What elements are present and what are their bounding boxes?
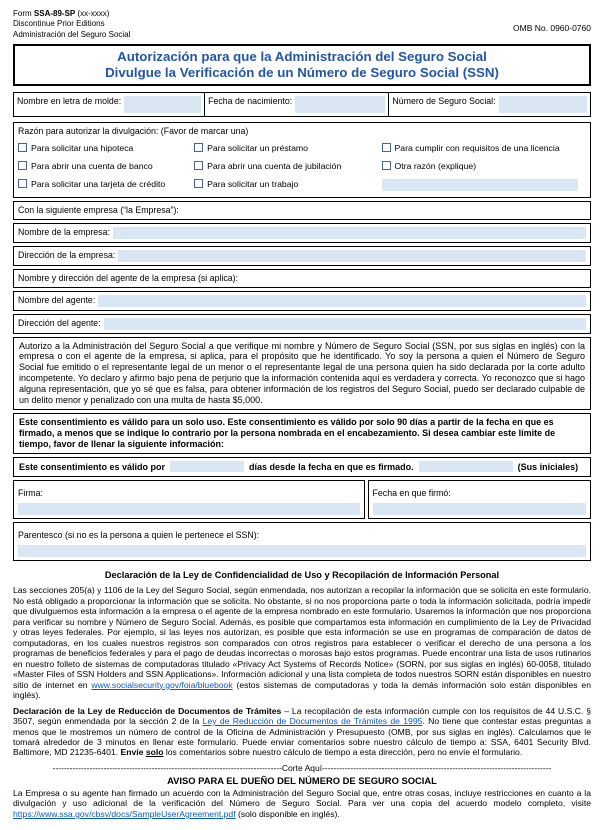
- signature-cell: [13, 480, 365, 519]
- reason-option-hipoteca[interactable]: [18, 143, 194, 153]
- discontinue-line: Discontinue Prior Editions: [13, 19, 105, 29]
- reason-option-label: Otra razón (explique): [394, 160, 477, 171]
- company-address-input[interactable]: [118, 250, 586, 262]
- agent-address-row: [13, 314, 591, 334]
- reason-option-jubilacion[interactable]: [194, 161, 381, 171]
- paperwork-body-part2: . No tiene que contestar estas preguntas a menos que le mostremos un número de control de la Oficina de Administración y Presupuesto (OMB, por sus siglas en inglés). Calculamos que le tomará alrededor de 3 minutos en llenar este formulario. Puede enviar comentarios sobre nuestro cálculo de tiempo a: SSA, 6401 Security Blvd. Baltimore, MD 21235-6401.: [13, 716, 592, 758]
- consent-line-part3: (Sus iniciales): [517, 462, 579, 473]
- agent-section-label: Nombre y dirección del agente de la empresa (si aplica):: [18, 272, 239, 283]
- notice-body-part2: (solo disponible en inglés).: [235, 808, 340, 819]
- form-number: SSA-89-SP: [33, 9, 76, 18]
- company-name-input[interactable]: [113, 227, 586, 239]
- reason-option-otra-razon[interactable]: [382, 161, 586, 171]
- ssn-owner-notice-title: AVISO PARA EL DUEÑO DEL NÚMERO DE SEGURO SOCIAL: [167, 774, 437, 786]
- signature-label: Firma:: [18, 488, 43, 499]
- consent-validity-text: Este consentimiento es válido para un solo uso. Este consentimiento es válido por solo 90 días a partir de la fecha en que es firmado, a menos que se indique lo contrario por la persona nombrada en el encabezamiento. Si desea cambiar este límite de tiempo, favor de llenar la siguiente información:: [13, 413, 591, 454]
- reason-option-label: Para solicitar un trabajo: [207, 178, 299, 189]
- cut-here-line: ---------------------------------------------------------------------------------Corte Aquí---------------------------------------------------------------------------------: [52, 762, 552, 773]
- signature-row: [13, 477, 591, 519]
- cuenta-banco-checkbox[interactable]: [18, 161, 27, 170]
- paperwork-body-part3: los comentarios sobre nuestro cálculo de tiempo a esta dirección, pero no envíe el formulario.: [163, 747, 523, 758]
- agency-line: Administración del Seguro Social: [13, 29, 131, 39]
- jubilacion-checkbox[interactable]: [194, 161, 203, 170]
- licencia-checkbox[interactable]: [382, 143, 391, 152]
- reason-option-label: Para abrir una cuenta de jubilación: [207, 160, 342, 171]
- company-name-row: [13, 223, 591, 243]
- name-cell: [14, 93, 204, 116]
- omb-number: OMB No. 0960-0760: [513, 23, 591, 33]
- ssn-input[interactable]: [499, 96, 587, 113]
- privacy-act-title: Declaración de la Ley de Confidencialidad de Uso y Recopilación de Información Personal: [104, 570, 500, 581]
- relationship-row: [13, 522, 591, 561]
- form-suffix: (xx-xxxx): [75, 9, 110, 18]
- reason-options-grid: [18, 143, 586, 191]
- sample-agreement-link[interactable]: https://www.ssa.gov/cbsv/docs/SampleUserAgreement.pdf: [13, 808, 236, 819]
- date-signed-input[interactable]: [373, 503, 586, 515]
- reason-option-label: Para solicitar un préstamo: [207, 142, 308, 153]
- agent-address-label: Dirección del agente:: [18, 318, 101, 328]
- reason-option-tarjeta-credito[interactable]: [18, 179, 194, 191]
- date-signed-label: Fecha en que firmó:: [372, 488, 451, 499]
- reason-option-trabajo[interactable]: [194, 179, 381, 191]
- ssn-cell: [388, 93, 590, 116]
- prestamo-checkbox[interactable]: [194, 143, 203, 152]
- relationship-label: Parentesco (si no es la persona a quien le pertenece el SSN):: [18, 530, 260, 541]
- paperwork-body-part1: – La recopilación de esta información cumple con los requisitos de 44 U.S.C. § 3507, según enmendada por la sección 2 de la: [13, 705, 591, 727]
- company-address-label: Dirección de la empresa:: [18, 250, 116, 261]
- hipoteca-checkbox[interactable]: [18, 143, 27, 152]
- personal-info-row: [13, 92, 591, 117]
- date-signed-cell: [368, 480, 591, 519]
- notice-body-part1: La Empresa o su agente han firmado un acuerdo con la Administración del Seguro Social que, entre otras cosas, incluye restricciones en cuanto a la divulgación y uso adicional de la verificación del Número de Seguro Social. Para ver una copia del acuerdo modelo completo, visite: [13, 787, 591, 809]
- paperwork-envie-bold: Envíe: [120, 747, 146, 758]
- other-reason-input[interactable]: [382, 179, 578, 191]
- form-title-line1: Autorización para que la Administración del Seguro Social: [117, 49, 487, 65]
- ssn-label: Número de Seguro Social:: [392, 95, 496, 106]
- reason-section: [13, 122, 591, 198]
- agent-name-row: [13, 291, 591, 311]
- reason-option-label: Para abrir una cuenta de banco: [31, 160, 153, 171]
- trabajo-checkbox[interactable]: [194, 179, 203, 188]
- company-name-label: Nombre de la empresa:: [18, 227, 110, 238]
- paperwork-act-link[interactable]: Ley de Reducción de Documentos de Trámites de 1995: [202, 716, 423, 727]
- otra-razon-checkbox[interactable]: [382, 161, 391, 170]
- relationship-input[interactable]: [18, 545, 586, 557]
- days-valid-input[interactable]: [170, 461, 244, 472]
- company-address-row: [13, 246, 591, 266]
- initials-input[interactable]: [419, 461, 513, 472]
- company-section-label: Con la siguiente empresa (“la Empresa”):: [18, 204, 179, 215]
- dob-label: Fecha de nacimiento:: [208, 95, 293, 106]
- paperwork-bold-lead: Declaración de la Ley de Reducción de Documentos de Trámites: [13, 705, 282, 716]
- bluebook-link[interactable]: www.socialsecurity.gov/foia/bluebook: [91, 679, 233, 690]
- privacy-act-body: [13, 585, 591, 700]
- reason-option-prestamo[interactable]: [194, 143, 381, 153]
- agent-address-input[interactable]: [104, 318, 586, 330]
- dob-cell: [204, 93, 388, 116]
- agent-section-header: [13, 269, 591, 288]
- tarjeta-credito-checkbox[interactable]: [18, 179, 27, 188]
- paperwork-reduction-body: [13, 706, 591, 758]
- form-id-block: [13, 9, 130, 40]
- reason-option-label: Para solicitar una hipoteca: [31, 142, 134, 153]
- privacy-body-part1: Las secciones 205(a) y 1106 de la Ley del Seguro Social, según enmendada, nos autorizan a recopilar la información que se solicita en este formulario. No está obligado a proporcionar la información que se solicita. No obstante, si no nos proporciona parte o toda la información solicitada, podría impedir que divulguemos esta información a la empresa o el agente de la empresa nombrado en este formulario. Usaremos la información que nos proporciona para verificar su nombre y Número de Seguro Social. Además, es posible que compartamos esta información en cumplimiento de la Ley de Privacidad y otras leyes federales. Por ejemplo, si las leyes nos autorizan, es posible que esta información se use en programas de comparación de datos de computadoras, en los cuales nuestros registros son comparados con otros registros para establecer o verificar el derecho de una persona a los programas de beneficios federales y para el pago de deudas incorrectas o morosas bajo estos programas. Puede encontrar una lista de usos rutinarios en nuestro folleto de sistemas de computadoras titulado «Privacy Act Systems of Records Notice» (SORN, por sus siglas en inglés) 60-0058, titulado «Master Files of SSN Holders and SSN Applications». Información adicional y una lista completa de todos nuestros SORN están disponibles en nuestro sitio de internet en: [13, 585, 591, 690]
- agent-name-label: Nombre del agente:: [18, 295, 96, 305]
- form-prefix: Form: [13, 9, 34, 18]
- privacy-body-part2: (estos sistemas de computadoras y toda la demás información solo están disponibles en inglés).: [13, 679, 591, 701]
- paperwork-solo-underline: solo: [145, 747, 164, 758]
- form-header: [13, 9, 591, 40]
- form-number-line: [13, 9, 130, 19]
- form-title-line2: Divulgue la Verificación de un Número de Seguro Social (SSN): [105, 64, 499, 80]
- consent-line-part1: Este consentimiento es válido por: [19, 462, 166, 473]
- company-section-header: [13, 201, 591, 220]
- reason-option-label: Para solicitar una tarjeta de crédito: [31, 178, 166, 189]
- agent-name-input[interactable]: [98, 295, 586, 307]
- consent-line-part2: días desde la fecha en que es firmado.: [249, 462, 414, 473]
- name-input[interactable]: [124, 96, 201, 113]
- form-title: [13, 44, 591, 85]
- consent-duration-row: [13, 457, 591, 477]
- reason-header: Razón para autorizar la divulgación: (Favor de marcar una): [18, 125, 249, 136]
- dob-input[interactable]: [295, 96, 385, 113]
- reason-option-cuenta-banco[interactable]: [18, 161, 194, 171]
- signature-input[interactable]: [18, 503, 360, 515]
- ssn-owner-notice-body: [13, 788, 591, 819]
- name-label: Nombre en letra de molde:: [17, 95, 122, 106]
- authorization-text: Autorizo a la Administración del Seguro Social a que verifique mi nombre y Número de Seguro Social (SSN, por sus siglas en inglés) con la empresa o con el agente de la empresa, si aplica, para el propósito que he identificado. Yo soy la persona a quien el Número de Seguro Social fue emitido o el representante legal de un menor o el representante legal de una persona quien ha sido declarada por la corte adulto incompetente. Yo declaro y afirmo bajo pena de perjurio que la información contenida aquí es verdadera y correcta. Yo reconozco que si hago alguna representación, que yo sé que es falsa, para obtener información de los registros del Seguro Social, puedo ser declarado culpable de un delito menor y penalizado con una multa de hasta $5,000.: [13, 337, 591, 411]
- reason-option-licencia[interactable]: [382, 143, 586, 153]
- reason-option-label: Para cumplir con requisitos de una licencia: [394, 142, 560, 153]
